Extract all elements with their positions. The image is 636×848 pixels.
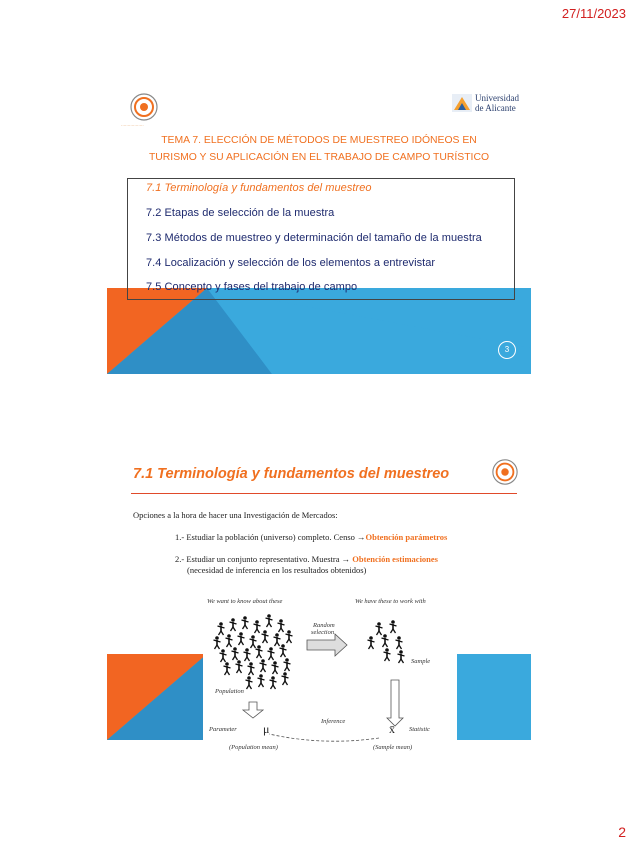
topic-title-line1: TEMA 7. ELECCIÓN DE MÉTODOS DE MUESTREO IDÓNEOS EN: [161, 135, 477, 146]
logo-caption: ·················: [121, 123, 144, 128]
university-name-line2: de Alicante: [475, 103, 516, 113]
statistic-label: Statistic: [409, 726, 430, 733]
statistic-note: (Sample mean): [373, 744, 413, 751]
inference-arrow: [269, 734, 379, 741]
sample-label: Sample: [411, 658, 431, 665]
population-label: Population: [215, 688, 244, 695]
option-2-highlight: Obtención estimaciones: [352, 554, 438, 564]
option-1-text: 1.- Estudiar la población (universo) completo. Censo: [175, 532, 355, 542]
slide-title: 7.1 Terminología y fundamentos del muestreo: [133, 466, 450, 482]
selection-label: selection: [311, 629, 335, 636]
menu-item-7-5[interactable]: 7.5 Concepto y fases del trabajo de campo: [146, 281, 358, 293]
option-2: [175, 554, 438, 564]
university-logo: [452, 92, 519, 114]
menu-item-7-2[interactable]: 7.2 Etapas de selección de la muestra: [146, 207, 335, 219]
contents-box: [127, 178, 515, 300]
slide-number-badge: 3: [498, 341, 516, 359]
random-selection-arrow: [307, 634, 347, 656]
print-date: 27/11/2023: [561, 6, 626, 21]
parameter-label: Parameter: [209, 726, 237, 733]
intro-text: Opciones a la hora de hacer una Investigación de Mercados:: [133, 510, 338, 520]
faculty-logo: [121, 92, 159, 128]
option-1: [175, 532, 447, 542]
population-crowd: [214, 614, 293, 689]
arrow-icon: →: [341, 554, 351, 564]
sample-group: [368, 620, 405, 663]
page-number: 2: [618, 824, 626, 840]
random-label: Random: [313, 622, 335, 629]
sampling-diagram: [203, 598, 457, 758]
arrow-icon: →: [357, 532, 366, 542]
option-2-note: (necesidad de inferencia en los resultados obtenidos): [187, 565, 367, 575]
option-2-text: 2.- Estudiar un conjunto representativo. Muestra: [175, 554, 340, 564]
target-logo-icon: [491, 458, 519, 486]
topic-title: [137, 132, 501, 166]
menu-item-7-3[interactable]: 7.3 Métodos de muestreo y determinación del tamaño de la muestra: [146, 232, 482, 244]
target-logo-icon: [129, 92, 159, 122]
slide-background-graphic: [107, 288, 531, 374]
university-name-line1: Universidad: [475, 93, 519, 103]
topic-title-line2: TURISMO Y SU APLICACIÓN EN EL TRABAJO DE CAMPO TURÍSTICO: [148, 152, 490, 163]
x-bar-symbol: x̄: [389, 722, 395, 736]
title-divider: [131, 493, 517, 494]
option-1-highlight: Obtención parámetros: [365, 532, 448, 542]
menu-item-7-4[interactable]: 7.4 Localización y selección de los elementos a entrevistar: [146, 257, 436, 269]
left-caption: We want to know about these: [207, 598, 283, 605]
down-arrow-icon: [387, 680, 403, 726]
university-emblem-icon: [452, 94, 472, 112]
faculty-logo: [491, 458, 521, 488]
down-arrow-icon: [243, 702, 263, 718]
slide-terminology: [107, 450, 531, 751]
mu-symbol: μ: [263, 722, 270, 736]
right-caption: We have these to work with: [355, 598, 426, 605]
menu-item-7-1[interactable]: 7.1 Terminología y fundamentos del muestreo: [146, 182, 372, 194]
slide-3: [107, 84, 531, 374]
parameter-note: (Population mean): [229, 744, 278, 751]
inference-label: Inference: [321, 718, 346, 725]
